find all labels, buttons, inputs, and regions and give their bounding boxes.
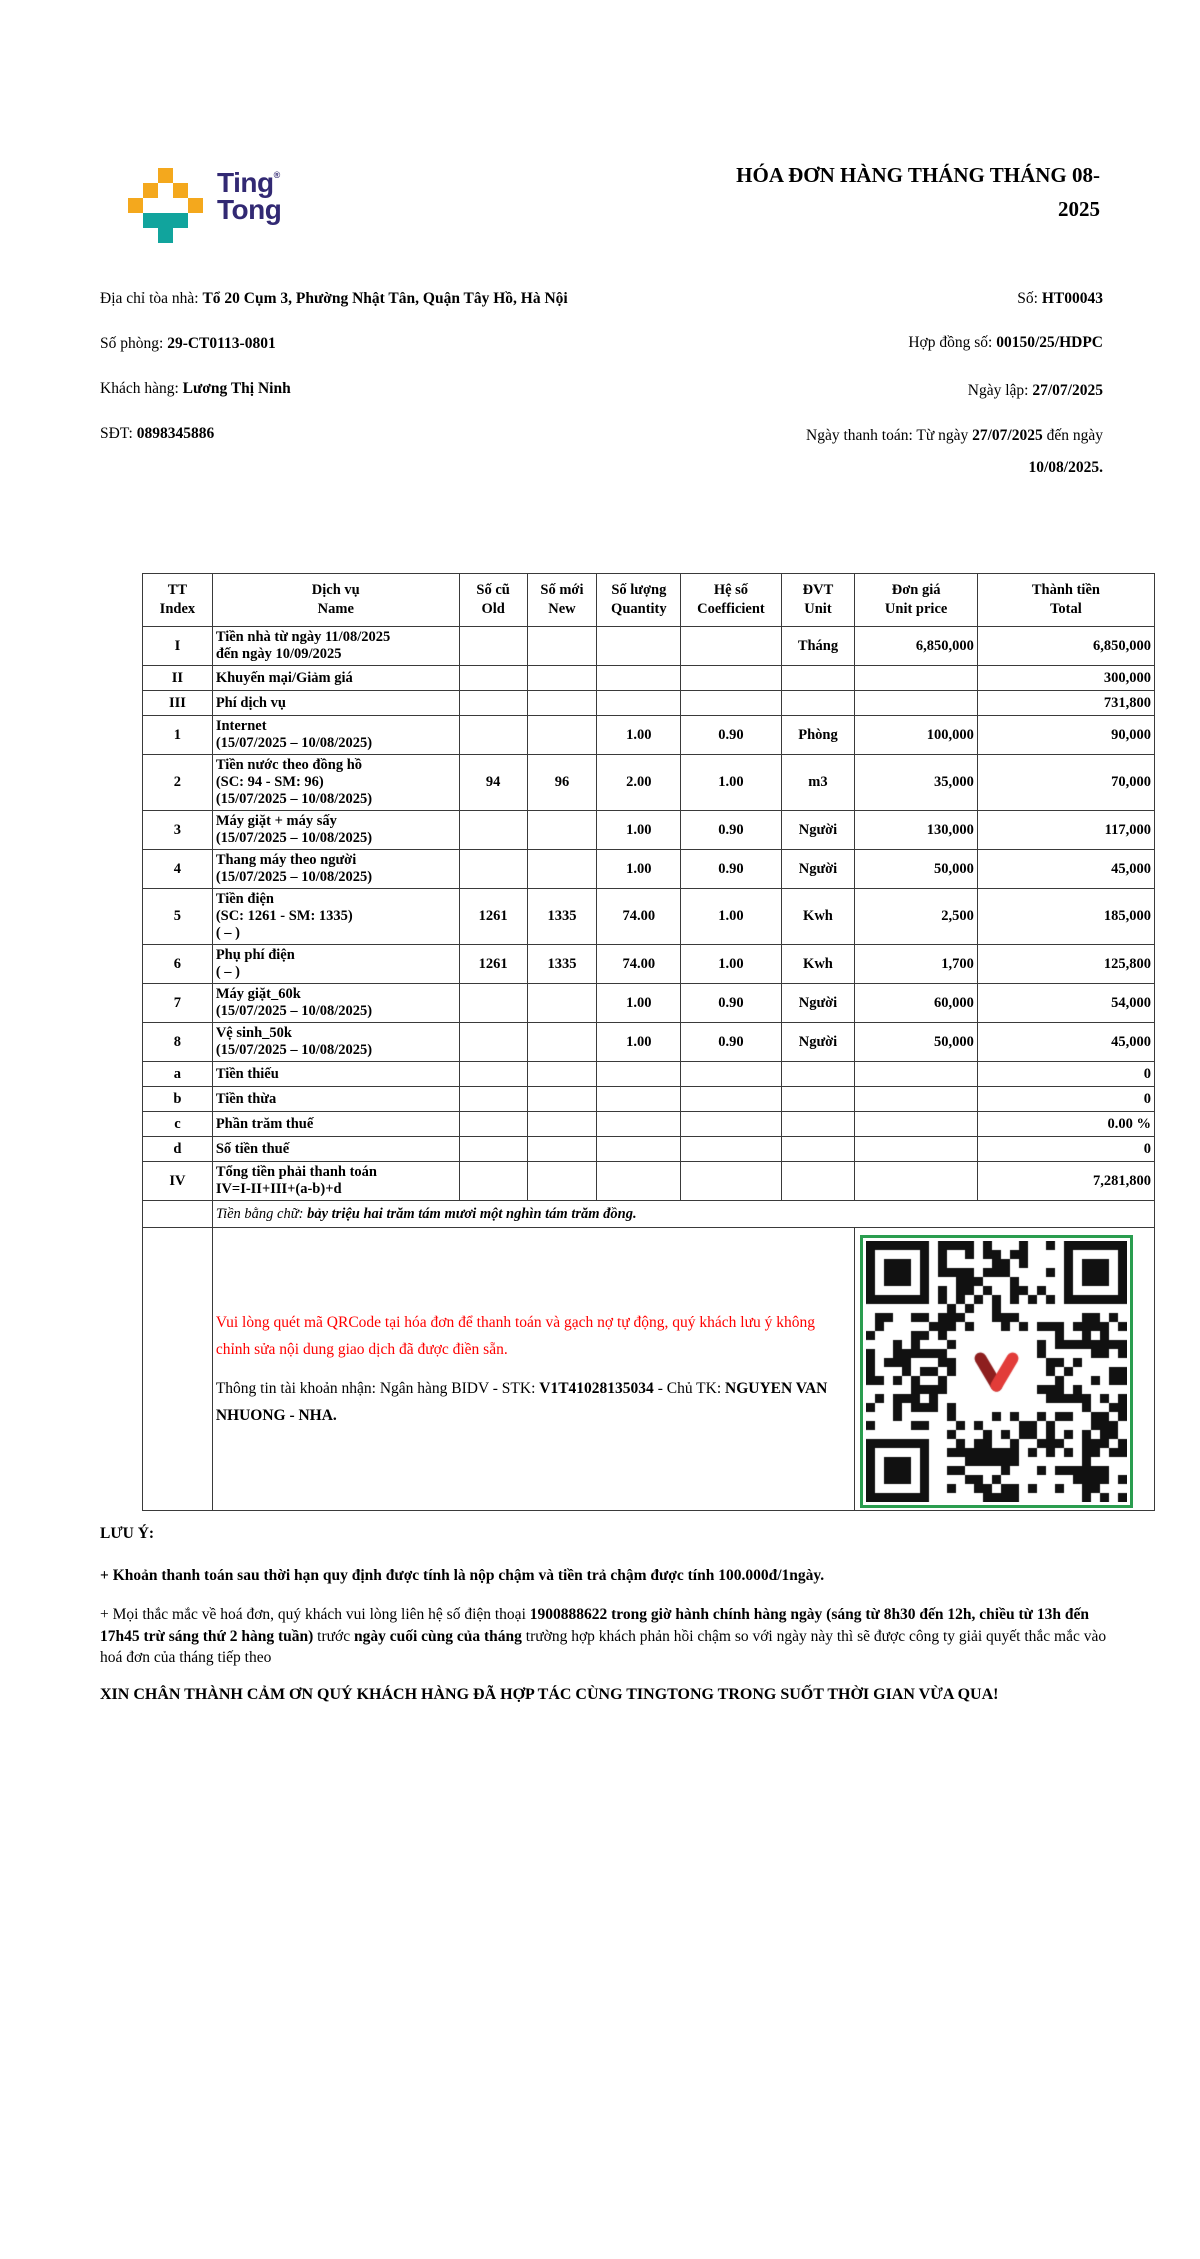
cell-old-reading [459,691,527,716]
cell-unit [781,1087,855,1112]
cell-unit [781,666,855,691]
table-row [143,1137,1155,1162]
service-table [142,573,1155,1511]
cell-service-name: Vệ sinh_50k (15/07/2025 – 10/08/2025) [212,1023,459,1062]
cell-quantity [597,627,681,666]
payment-instructions [212,1228,855,1511]
money-in-words: Tiền bằng chữ: bảy triệu hai trăm tám mươi một nghìn tám trăm đồng. [212,1201,1154,1228]
cell-coefficient [681,1112,781,1137]
cell-quantity: 1.00 [597,1023,681,1062]
cell-total: 54,000 [977,984,1154,1023]
cell-index: d [143,1137,213,1162]
cell-index: II [143,666,213,691]
cell-unit [781,1112,855,1137]
cell-quantity [597,666,681,691]
table-row [143,627,1155,666]
cell-quantity [597,1162,681,1201]
cell-unit [781,691,855,716]
column-header: Số mới New [527,574,597,627]
cell-service-name: Máy giặt + máy sấy (15/07/2025 – 10/08/2025) [212,811,459,850]
cell-old-reading [459,811,527,850]
cell-unit-price: 50,000 [855,850,977,889]
issue-date: Ngày lập: 27/07/2025 [967,382,1103,399]
qr-code-image [866,1241,1127,1502]
cell-unit-price: 2,500 [855,889,977,945]
cell-total: 300,000 [977,666,1154,691]
column-header: ĐVT Unit [781,574,855,627]
cell-old-reading: 1261 [459,945,527,984]
invoice-meta [633,284,1103,482]
cell-unit: Người [781,1023,855,1062]
hotline-note: + Mọi thắc mắc về hoá đơn, quý khách vui lòng liên hệ số điện thoại 1900888622 trong giờ hành chính hàng ngày (sáng từ 8h30 đến 12h, chiều từ 13h đến 17h45 trừ sáng thứ 2 hàng tuần) trước ngày cuối cùng của tháng trường hợp khách phản hồi chậm so với ngày này thì sẽ được công ty giải quyết thắc mắc vào hoá đơn của tháng tiếp theo [100,1606,1107,1666]
column-header: Hệ số Coefficient [681,574,781,627]
cell-new-reading [527,1162,597,1201]
cell-service-name: Máy giặt_60k (15/07/2025 – 10/08/2025) [212,984,459,1023]
table-row [143,666,1155,691]
cell-service-name: Số tiền thuế [212,1137,459,1162]
cell-unit-price [855,1112,977,1137]
building-address: Địa chỉ tòa nhà: Tổ 20 Cụm 3, Phường Nhật Tân, Quận Tây Hồ, Hà Nội [100,290,568,307]
cell-coefficient [681,1162,781,1201]
qr-payment-row [143,1228,1155,1511]
payment-period-line2: 10/08/2025. [1028,459,1103,476]
cell-quantity: 1.00 [597,984,681,1023]
cell-old-reading [459,666,527,691]
late-payment-note: + Khoản thanh toán sau thời hạn quy định được tính là nộp chậm và tiền trả chậm được tính 100.000đ/1ngày. [100,1566,825,1584]
tingtong-logo [128,162,281,243]
table-row [143,945,1155,984]
cell-new-reading [527,850,597,889]
cell-unit: Tháng [781,627,855,666]
cell-coefficient [681,1087,781,1112]
cell-index: 4 [143,850,213,889]
cell-coefficient [681,1062,781,1087]
cell-total: 0 [977,1062,1154,1087]
payment-period-line1: Ngày thanh toán: Từ ngày 27/07/2025 đến ngày [806,427,1103,444]
cell-total: 45,000 [977,850,1154,889]
cell-service-name: Phần trăm thuế [212,1112,459,1137]
table-row [143,889,1155,945]
cell-new-reading [527,1023,597,1062]
cell-quantity: 74.00 [597,945,681,984]
cell-new-reading [527,811,597,850]
cell-unit [781,1137,855,1162]
empty-cell [143,1201,213,1228]
table-row [143,1162,1155,1201]
cell-coefficient: 0.90 [681,1023,781,1062]
cell-unit-price [855,1062,977,1087]
cell-total: 45,000 [977,1023,1154,1062]
cell-new-reading [527,1087,597,1112]
cell-unit: m3 [781,755,855,811]
cell-coefficient: 0.90 [681,716,781,755]
cell-service-name: Tiền điện (SC: 1261 - SM: 1335) ( – ) [212,889,459,945]
cell-coefficient [681,666,781,691]
cell-old-reading [459,1062,527,1087]
column-header: Dịch vụ Name [212,574,459,627]
table-row [143,811,1155,850]
cell-new-reading [527,1112,597,1137]
cell-old-reading: 1261 [459,889,527,945]
cell-new-reading [527,716,597,755]
cell-index: 2 [143,755,213,811]
table-row [143,1062,1155,1087]
table-header-row [143,574,1155,627]
cell-quantity [597,1112,681,1137]
column-header: Số cũ Old [459,574,527,627]
cell-unit: Kwh [781,945,855,984]
cell-unit: Kwh [781,889,855,945]
cell-coefficient: 1.00 [681,889,781,945]
cell-coefficient: 0.90 [681,850,781,889]
cell-total: 70,000 [977,755,1154,811]
invoice-info [100,284,1103,482]
cell-service-name: Tiền nhà từ ngày 11/08/2025 đến ngày 10/09/2025 [212,627,459,666]
customer-info [100,284,600,482]
table-row [143,755,1155,811]
cell-old-reading [459,850,527,889]
cell-index: IV [143,1162,213,1201]
cell-service-name: Phí dịch vụ [212,691,459,716]
cell-index: 6 [143,945,213,984]
cell-old-reading [459,716,527,755]
cell-coefficient: 0.90 [681,984,781,1023]
cell-old-reading [459,627,527,666]
table-row [143,691,1155,716]
tingtong-logo-text: Ting® Tong [217,167,282,225]
table-row [143,716,1155,755]
cell-total: 0 [977,1137,1154,1162]
cell-quantity: 74.00 [597,889,681,945]
cell-service-name: Internet (15/07/2025 – 10/08/2025) [212,716,459,755]
cell-total: 125,800 [977,945,1154,984]
cell-total: 731,800 [977,691,1154,716]
cell-new-reading: 96 [527,755,597,811]
cell-total: 0 [977,1087,1154,1112]
cell-quantity [597,1062,681,1087]
cell-new-reading [527,1137,597,1162]
empty-cell [143,1228,213,1511]
cell-unit: Người [781,984,855,1023]
cell-unit-price: 50,000 [855,1023,977,1062]
cell-unit-price [855,1137,977,1162]
cell-total: 7,281,800 [977,1162,1154,1201]
cell-service-name: Phụ phí điện ( – ) [212,945,459,984]
cell-index: b [143,1087,213,1112]
cell-unit: Người [781,811,855,850]
cell-service-name: Tổng tiền phải thanh toán IV=I-II+III+(a-b)+d [212,1162,459,1201]
cell-quantity [597,1137,681,1162]
cell-new-reading [527,691,597,716]
bank-account-info: Thông tin tài khoản nhận: Ngân hàng BIDV - STK: V1T41028135034 - Chủ TK: NGUYEN VAN NHUONG - NHA. [215,1380,828,1424]
cell-unit-price: 100,000 [855,716,977,755]
page-title: HÓA ĐƠN HÀNG THÁNG THÁNG 08- 2025 [736,163,1100,221]
tingtong-logo-icon [128,168,203,243]
column-header: Số lượng Quantity [597,574,681,627]
cell-new-reading [527,984,597,1023]
cell-index: 5 [143,889,213,945]
customer-phone: SĐT: 0898345886 [100,425,215,442]
cell-quantity: 2.00 [597,755,681,811]
cell-coefficient [681,627,781,666]
cell-total: 117,000 [977,811,1154,850]
money-in-words-row [143,1201,1155,1228]
cell-unit [781,1062,855,1087]
cell-unit [781,1162,855,1201]
contract-number: Hợp đồng số: 00150/25/HDPC [908,334,1103,351]
cell-index: 1 [143,716,213,755]
qr-scan-notice: Vui lòng quét mã QRCode tại hóa đơn để thanh toán và gạch nợ tự động, quý khách lưu ý không chỉnh sửa nội dung giao dịch đã được điền sẵn. [215,1314,816,1358]
cell-old-reading [459,1023,527,1062]
cell-coefficient: 1.00 [681,945,781,984]
cell-coefficient [681,691,781,716]
cell-old-reading [459,984,527,1023]
cell-unit-price [855,666,977,691]
cell-new-reading: 1335 [527,945,597,984]
qr-code [860,1235,1133,1508]
cell-quantity [597,1087,681,1112]
column-header: Đơn giá Unit price [855,574,977,627]
cell-unit-price [855,1087,977,1112]
cell-total: 185,000 [977,889,1154,945]
cell-unit-price: 35,000 [855,755,977,811]
cell-quantity: 1.00 [597,811,681,850]
cell-total: 90,000 [977,716,1154,755]
cell-index: 7 [143,984,213,1023]
cell-old-reading [459,1087,527,1112]
cell-service-name: Tiền thiếu [212,1062,459,1087]
column-header: TT Index [143,574,213,627]
invoice-number: Số: HT00043 [1017,290,1103,307]
room-number: Số phòng: 29-CT0113-0801 [100,335,276,352]
cell-index: 8 [143,1023,213,1062]
cell-old-reading [459,1162,527,1201]
cell-index: III [143,691,213,716]
cell-quantity [597,691,681,716]
footer-notes [100,1523,1108,1706]
cell-unit-price: 130,000 [855,811,977,850]
registered-mark: ® [273,170,280,180]
cell-old-reading: 94 [459,755,527,811]
cell-unit-price [855,691,977,716]
table-row [143,1112,1155,1137]
cell-service-name: Tiền thừa [212,1087,459,1112]
cell-service-name: Khuyến mại/Giảm giá [212,666,459,691]
notes-heading: LƯU Ý: [100,1525,155,1542]
cell-coefficient: 0.90 [681,811,781,850]
cell-unit: Phòng [781,716,855,755]
column-header: Thành tiền Total [977,574,1154,627]
cell-unit-price [855,1162,977,1201]
cell-service-name: Tiền nước theo đồng hồ (SC: 94 - SM: 96) (15/07/2025 – 10/08/2025) [212,755,459,811]
service-table-body [143,627,1155,1201]
cell-unit: Người [781,850,855,889]
cell-quantity: 1.00 [597,716,681,755]
cell-new-reading [527,627,597,666]
table-row [143,1087,1155,1112]
cell-unit-price: 60,000 [855,984,977,1023]
thank-you-note: XIN CHÂN THÀNH CẢM ƠN QUÝ KHÁCH HÀNG ĐÃ HỢP TÁC CÙNG TINGTONG TRONG SUỐT THỜI GIAN VỪA QUA! [100,1685,999,1703]
cell-index: a [143,1062,213,1087]
cell-new-reading [527,1062,597,1087]
cell-new-reading: 1335 [527,889,597,945]
cell-old-reading [459,1137,527,1162]
table-row [143,850,1155,889]
cell-index: I [143,627,213,666]
cell-service-name: Thang máy theo người (15/07/2025 – 10/08/2025) [212,850,459,889]
cell-old-reading [459,1112,527,1137]
customer-name: Khách hàng: Lương Thị Ninh [100,380,291,397]
cell-index: c [143,1112,213,1137]
cell-index: 3 [143,811,213,850]
cell-total: 6,850,000 [977,627,1154,666]
cell-unit-price: 6,850,000 [855,627,977,666]
cell-quantity: 1.00 [597,850,681,889]
cell-unit-price: 1,700 [855,945,977,984]
cell-total: 0.00 % [977,1112,1154,1137]
cell-new-reading [527,666,597,691]
qr-cell [855,1228,1155,1511]
cell-coefficient: 1.00 [681,755,781,811]
table-row [143,984,1155,1023]
cell-coefficient [681,1137,781,1162]
table-row [143,1023,1155,1062]
